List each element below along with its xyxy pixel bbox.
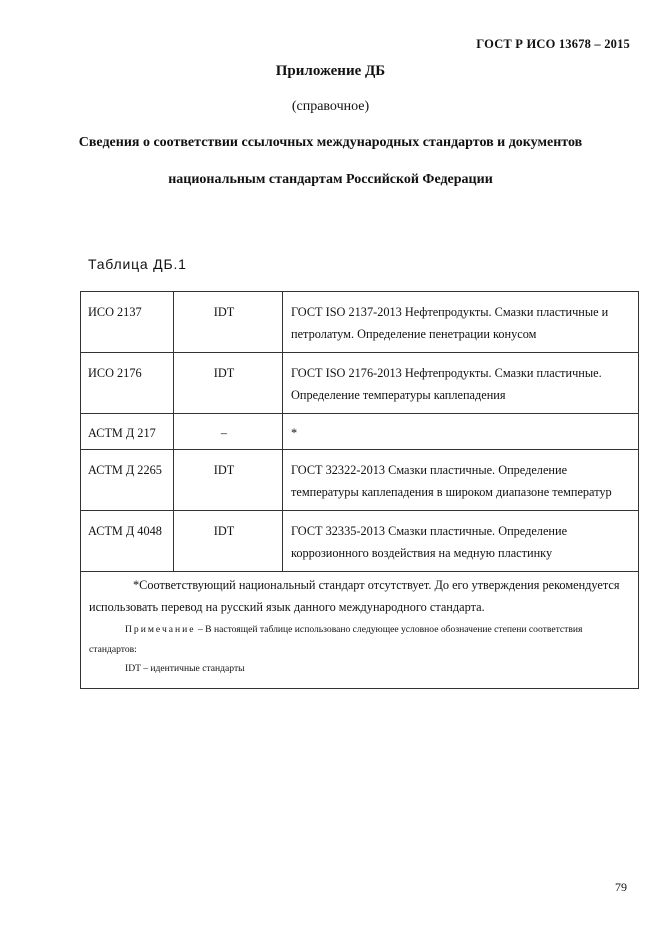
degree-cell: IDT xyxy=(174,450,283,511)
table-caption: Таблица ДБ.1 xyxy=(88,256,187,272)
degree-cell: IDT xyxy=(174,511,283,572)
page-number: 79 xyxy=(615,880,627,894)
table-note xyxy=(89,620,630,660)
ref-standard-cell: АСТМ Д 4048 xyxy=(81,511,174,572)
table-row xyxy=(81,292,639,353)
ref-standard-cell: ИСО 2176 xyxy=(81,353,174,414)
table-row xyxy=(81,450,639,511)
table-row xyxy=(81,414,639,450)
national-standard-cell: * xyxy=(283,414,639,450)
note-lead: Примечание xyxy=(125,624,196,635)
ref-standard-cell: АСТМ Д 217 xyxy=(81,414,174,450)
ref-standard-cell: АСТМ Д 2265 xyxy=(81,450,174,511)
national-standard-cell: ГОСТ 32335-2013 Смазки пластичные. Определение коррозионного воздействия на медную пластинку xyxy=(283,511,639,572)
ref-standard-cell: ИСО 2137 xyxy=(81,292,174,353)
appendix-heading-line-1: Сведения о соответствии ссылочных международных стандартов и документов xyxy=(78,135,583,150)
degree-cell: IDT xyxy=(174,292,283,353)
national-standard-cell: ГОСТ 32322-2013 Смазки пластичные. Определение температуры каплепадения в широком диапазоне температур xyxy=(283,450,639,511)
table-footer-row xyxy=(81,572,639,689)
note-text: – В настоящей таблице использовано следующее условное обозначение степени соответствия стандартов: xyxy=(89,624,583,655)
degree-cell: IDT xyxy=(174,353,283,414)
table-row xyxy=(81,353,639,414)
degree-cell: – xyxy=(174,414,283,450)
table-footnote: *Соответствующий национальный стандарт отсутствует. До его утверждения рекомендуется использовать перевод на русский язык данного международного стандарта. xyxy=(89,578,620,614)
appendix-title: Приложение ДБ xyxy=(275,63,386,79)
national-standard-cell: ГОСТ ISO 2176-2013 Нефтепродукты. Смазки пластичные. Определение температуры каплепадения xyxy=(283,353,639,414)
appendix-subtitle: (справочное) xyxy=(291,99,370,114)
national-standard-cell: ГОСТ ISO 2137-2013 Нефтепродукты. Смазки пластичные и петролатум. Определение пенетрации конусом xyxy=(283,292,639,353)
appendix-heading-line-2: национальным стандартам Российской Федерации xyxy=(168,172,493,187)
note-abbreviation: IDT – идентичные стандарты xyxy=(125,663,245,674)
table-footer-cell xyxy=(81,572,639,689)
reference-table xyxy=(80,291,639,689)
document-code: ГОСТ Р ИСО 13678 – 2015 xyxy=(476,37,630,51)
table-row xyxy=(81,511,639,572)
